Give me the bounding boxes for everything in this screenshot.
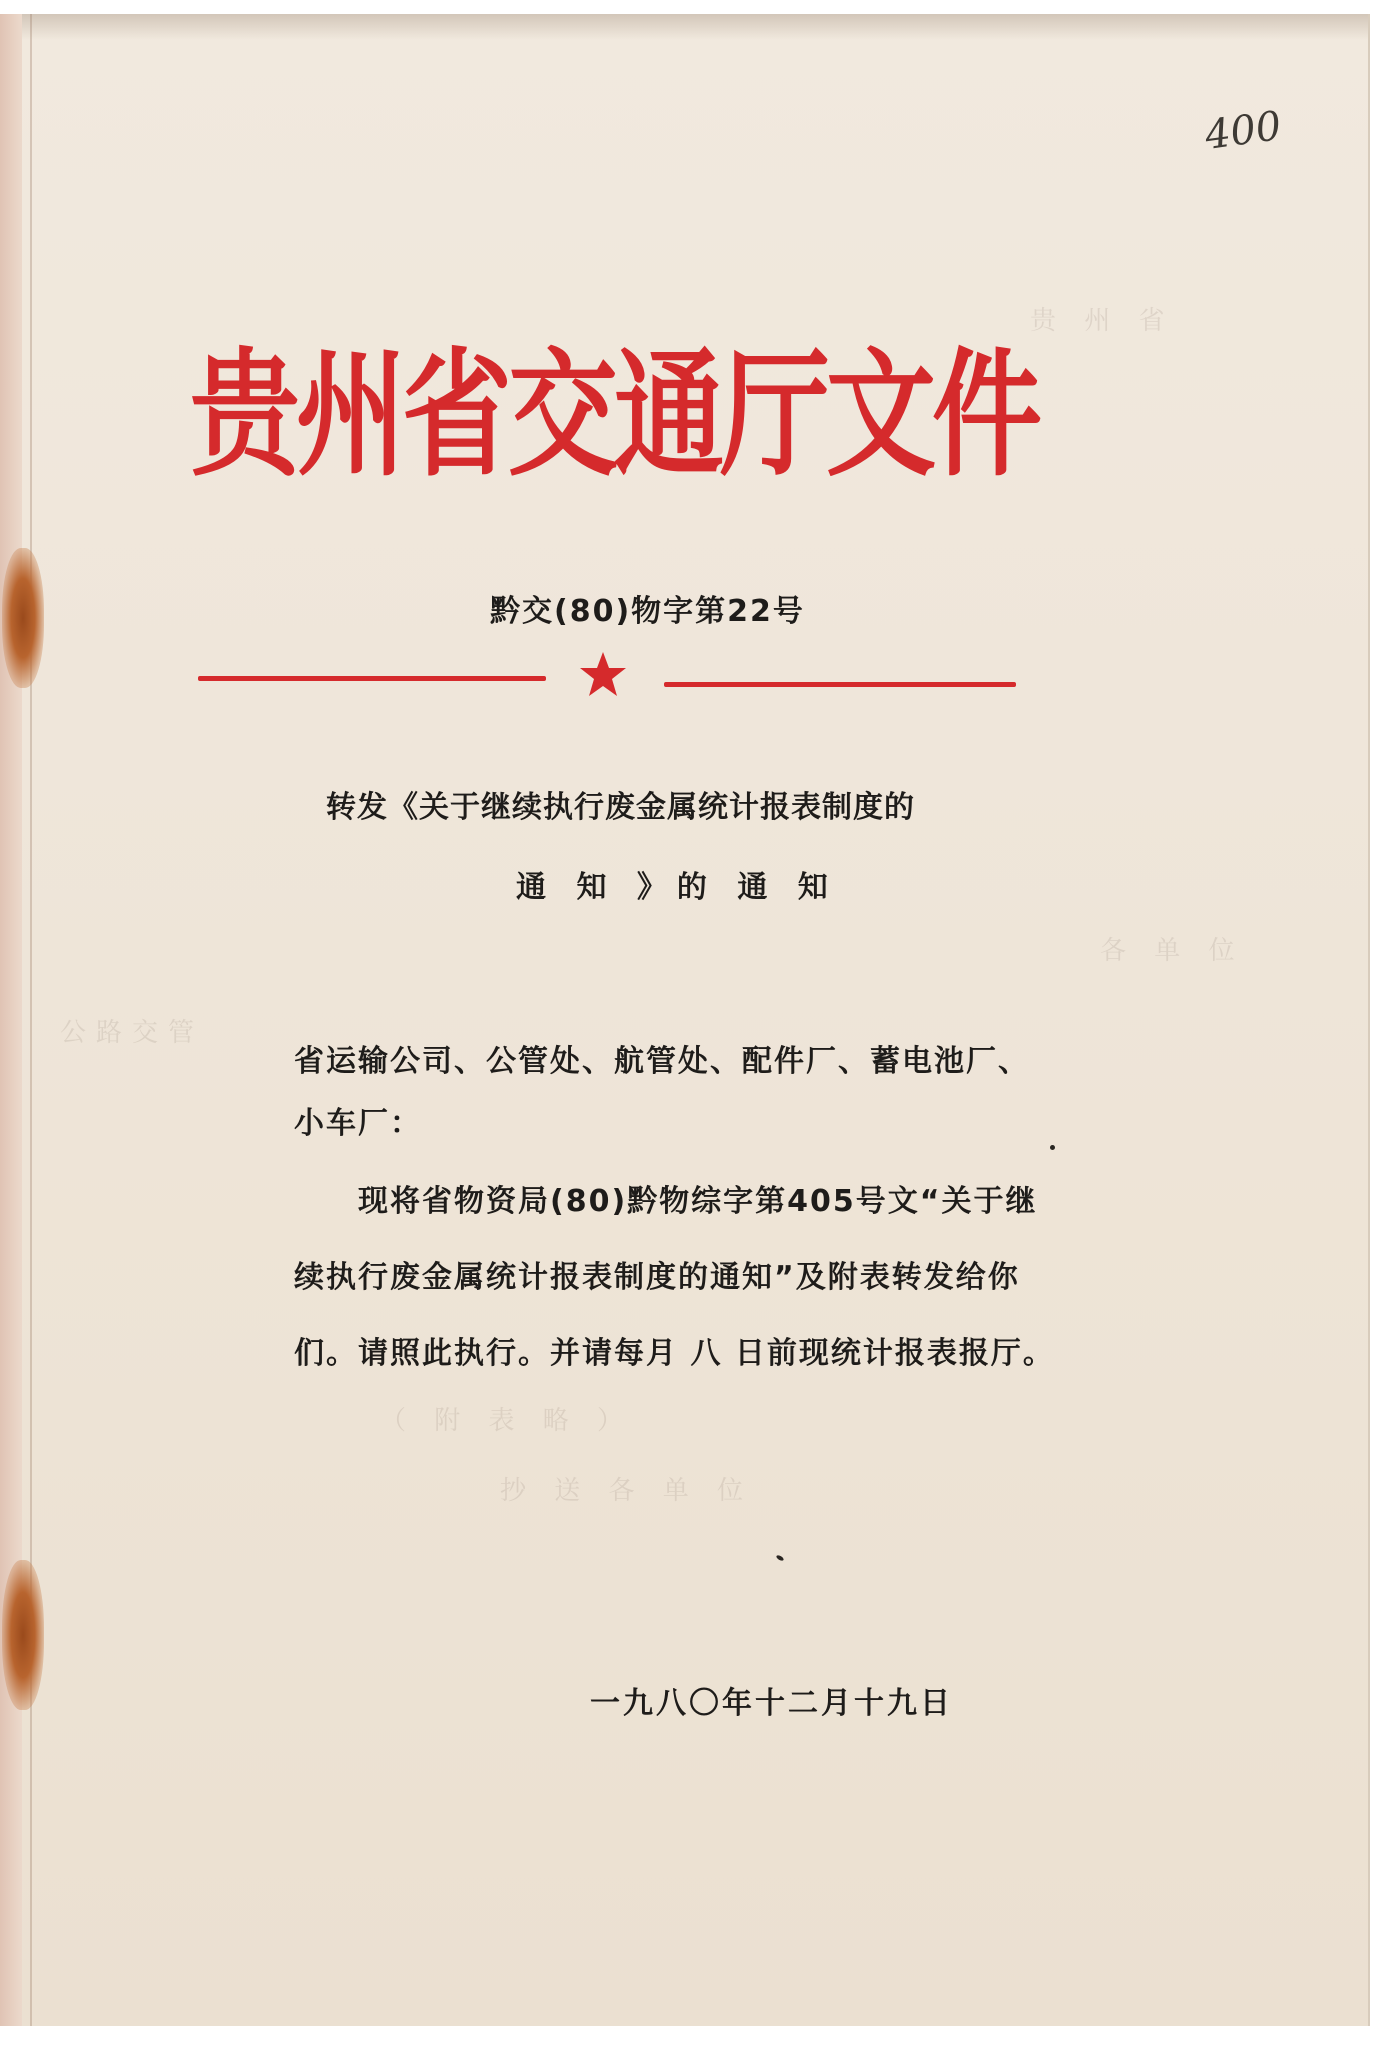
recipients-line-1: 省运输公司、公管处、航管处、配件厂、蓄电池厂、	[294, 1044, 1030, 1079]
show-through-text: 贵 州 省	[1030, 306, 1175, 336]
subject-line-2: 通 知 》的 通 知	[516, 870, 838, 905]
red-star-icon	[578, 650, 628, 700]
recipients-line-2: 小车厂：	[294, 1106, 422, 1141]
body-line-1: 现将省物资局(80)黔物综字第405号文“关于继	[358, 1184, 1038, 1219]
show-through-text: 各 单 位	[1100, 936, 1245, 966]
handwritten-page-number: 400	[1202, 102, 1285, 160]
staple-rust-mark	[2, 1560, 44, 1710]
top-shadow	[22, 14, 1368, 40]
document-number: 黔交(80)物字第22号	[490, 594, 805, 629]
red-rule-left	[198, 676, 546, 681]
body-line-3: 们。请照此执行。并请每月 八 日前现统计报表报厅。	[294, 1336, 1055, 1371]
fold-line	[30, 14, 32, 2026]
document-title: 贵州省交通厅文件	[190, 335, 1038, 495]
subject-line-1: 转发《关于继续执行废金属统计报表制度的	[326, 790, 915, 825]
show-through-text: （ 附 表 略 ）	[380, 1406, 634, 1436]
ink-speck	[1050, 1145, 1055, 1150]
red-rule-right	[664, 682, 1016, 687]
staple-rust-mark	[2, 548, 44, 688]
document-date: 一九八〇年十二月十九日	[590, 1686, 953, 1721]
show-through-text: 抄 送 各 单 位	[500, 1476, 754, 1506]
show-through-text: 公路交管	[60, 1018, 205, 1048]
body-line-2: 续执行废金属统计报表制度的通知”及附表转发给你	[294, 1260, 1020, 1295]
